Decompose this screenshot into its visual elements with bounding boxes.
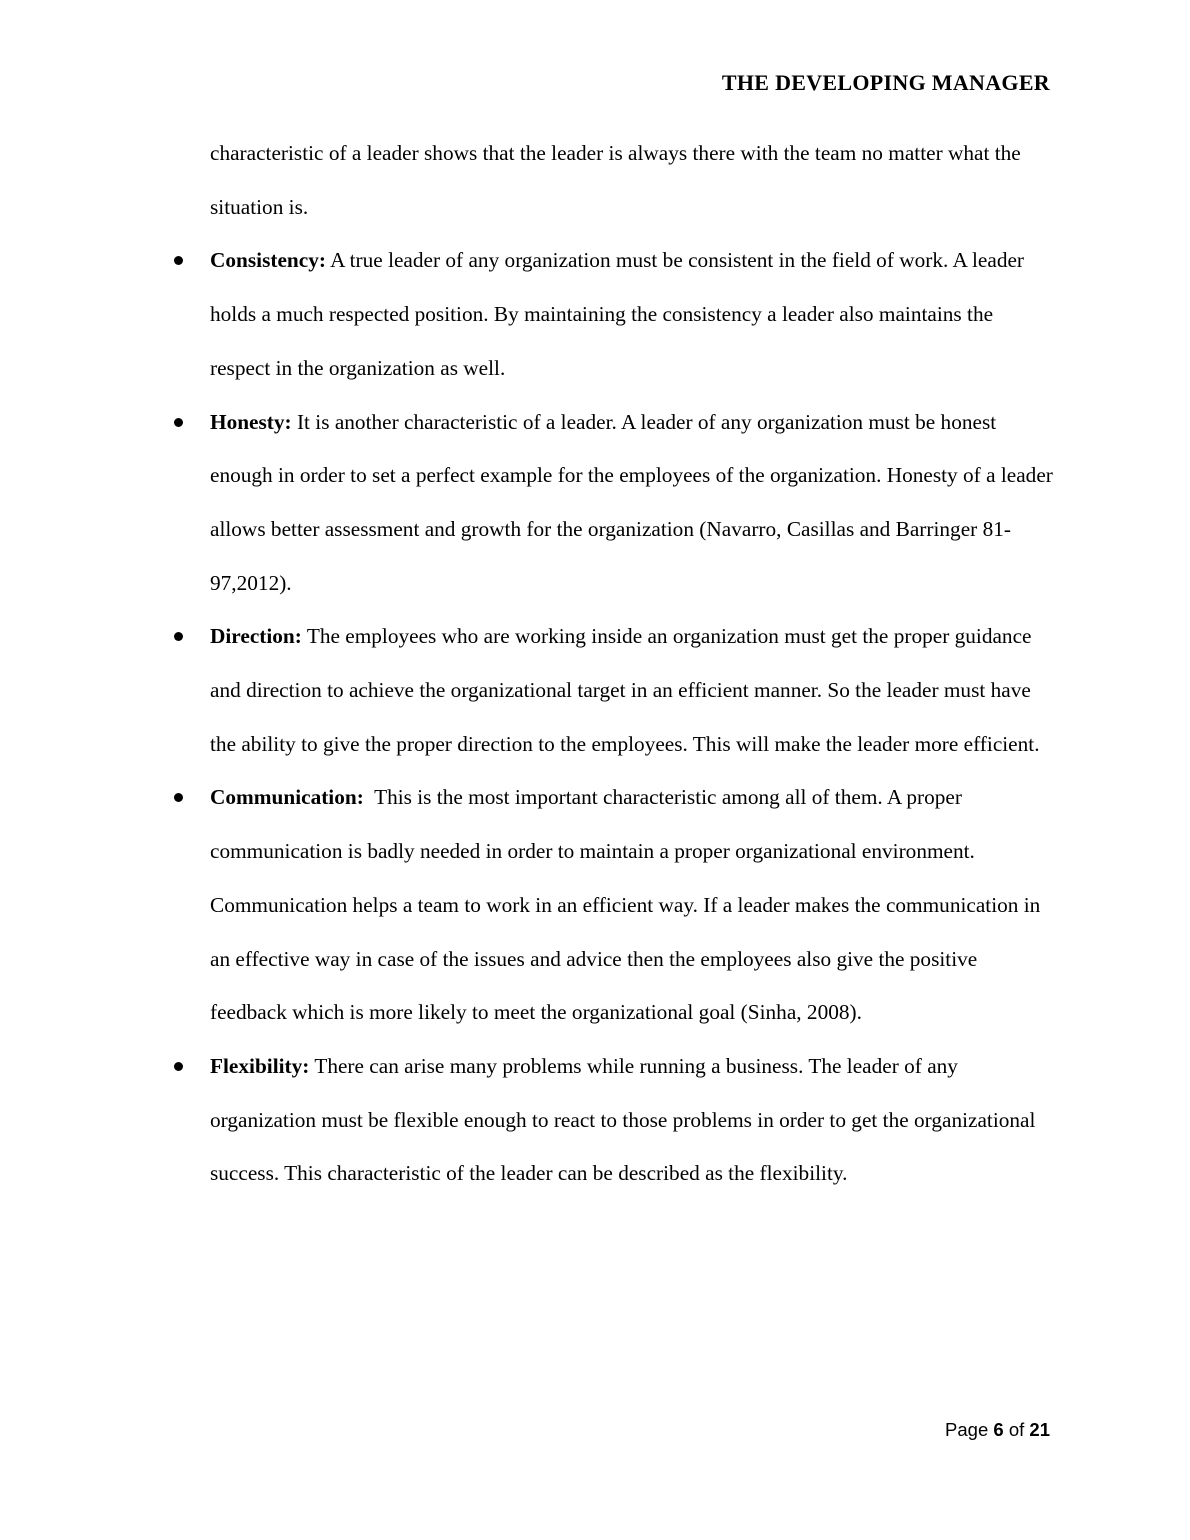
list-item-honesty <box>210 396 1055 611</box>
total-pages-number: 21 <box>1029 1419 1050 1440</box>
description-communication: This is the most important characteristic among all of them. A proper communication is badly needed in order to maintain a proper organizational environment. Communication helps a team to work in an efficient way. If a leader makes the communication in an effective way in case of the issues and advice then the employees also give the positive feedback which is more likely to meet the organizational goal (Sinha, 2008). <box>210 785 1046 1025</box>
document-body <box>210 127 1055 1201</box>
term-consistency: Consistency: <box>210 248 326 273</box>
bullet-icon <box>174 1062 183 1071</box>
continuation-paragraph: characteristic of a leader shows that the leader is always there with the team no matter what the situation is. <box>210 141 1021 219</box>
of-label: of <box>1008 1419 1025 1440</box>
bullet-icon <box>174 793 183 802</box>
term-flexibility: Flexibility: <box>210 1053 310 1078</box>
description-flexibility: There can arise many problems while running a business. The leader of any organization must be flexible enough to react to those problems in order to get the organizational success. This characteristic of the leader can be described as the flexibility. <box>210 1053 1036 1186</box>
bullet-icon <box>174 256 183 265</box>
description-consistency: A true leader of any organization must be consistent in the field of work. A leader holds a much respected position. By maintaining the consistency a leader also maintains the respect in the organization as well. <box>210 248 1025 380</box>
list-item-communication <box>210 771 1055 1040</box>
term-honesty: Honesty: <box>210 409 292 434</box>
list-item-flexibility <box>210 1040 1055 1201</box>
page-number-footer <box>945 1419 1050 1441</box>
term-direction: Direction: <box>210 624 302 649</box>
description-direction: The employees who are working inside an organization must get the proper guidance and direction to achieve the organizational target in an efficient manner. So the leader must have the ability to give the proper direction to the employees. This will make the leader more efficient. <box>210 624 1040 756</box>
description-honesty: It is another characteristic of a leader. A leader of any organization must be honest enough in order to set a perfect example for the employees of the organization. Honesty of a leader allows better assessment and growth for the organization (Navarro, Casillas and Barringer 81-97,2012). <box>210 409 1053 595</box>
list-item-direction <box>210 610 1055 771</box>
current-page-number: 6 <box>993 1419 1004 1440</box>
term-communication: Communication: <box>210 785 364 810</box>
list-item-consistency <box>210 234 1055 395</box>
page-header-title: THE DEVELOPING MANAGER <box>721 70 1050 95</box>
page-label: Page <box>945 1419 989 1440</box>
bullet-icon <box>174 418 183 427</box>
bullet-icon <box>174 632 183 641</box>
characteristics-list <box>210 234 1055 1201</box>
